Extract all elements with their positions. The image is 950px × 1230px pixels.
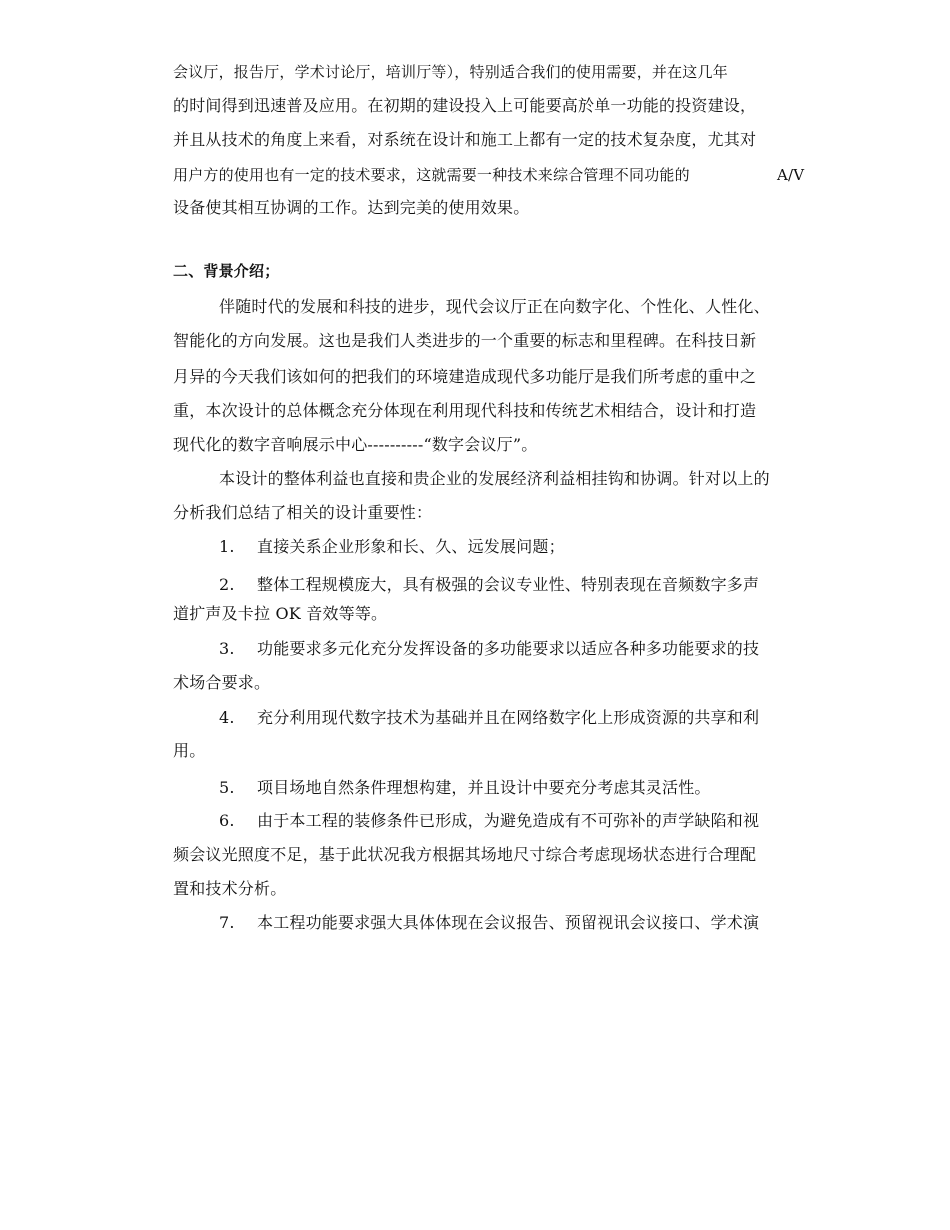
list-item-5 (219, 778, 711, 798)
para1-line-2: 智能化的方向发展。这也是我们人类进步的一个重要的标志和里程碑。在科技日新 (173, 331, 757, 350)
list-item-number: 7. (219, 913, 235, 932)
intro-line-2: 的时间得到迅速普及应用。在初期的建设投入上可能要高於单一功能的投资建设， (173, 96, 757, 115)
intro-line-4: 用户方的使用也有一定的技术要求，这就需要一种技术来综合管理不同功能的 (173, 166, 690, 184)
list-item-3 (219, 639, 759, 659)
list-item-7 (219, 913, 759, 933)
list-item-3-continuation: 术场合要求。 (173, 673, 271, 692)
list-item-text: 本工程功能要求强大具体体现在会议报告、预留视讯会议接口、学术演 (257, 913, 760, 932)
list-item-6-continuation-2: 置和技术分析。 (173, 879, 287, 898)
para2-line-1: 本设计的整体利益也直接和贵企业的发展经济利益相挂钩和协调。针对以上的 (219, 469, 770, 488)
list-item-number: 2. (219, 575, 235, 594)
list-item-text: 由于本工程的装修条件已形成，为避免造成有不可弥补的声学缺陷和视 (257, 811, 760, 830)
list-item-2 (219, 575, 759, 595)
list-item-number: 4. (219, 708, 235, 727)
list-item-6-continuation-1: 频会议光照度不足，基于此状况我方根据其场地尺寸综合考虑现场状态进行合理配 (173, 845, 757, 864)
list-item-4 (219, 708, 759, 728)
list-item-number: 3. (219, 639, 235, 658)
list-item-1 (219, 537, 565, 557)
para1-line-5: 现代化的数字音响展示中心----------“数字会议厅”。 (173, 435, 538, 454)
para1-line-3: 月异的今天我们该如何的把我们的环境建造成现代多功能厅是我们所考虑的重中之 (173, 367, 757, 386)
list-item-number: 5. (219, 778, 235, 797)
list-item-6 (219, 811, 759, 831)
list-item-2-continuation: 道扩声及卡拉 OK 音效等等。 (173, 604, 388, 623)
list-item-number: 1. (219, 537, 235, 556)
list-item-4-continuation: 用。 (173, 741, 206, 760)
list-item-number: 6. (219, 811, 235, 830)
intro-line-5: 设备使其相互协调的工作。达到完美的使用效果。 (173, 198, 530, 217)
para1-line-1: 伴随时代的发展和科技的进步，现代会议厅正在向数字化、个性化、人性化、 (219, 297, 770, 316)
intro-line-3: 并且从技术的角度上来看，对系统在设计和施工上都有一定的技术复杂度，尤其对 (173, 130, 757, 149)
section-heading: 二、背景介绍； (173, 262, 280, 280)
intro-line-1: 会议厅，报告厅，学术讨论厅，培训厅等），特别适合我们的使用需要，并在这几年 (173, 63, 728, 81)
para1-line-4: 重，本次设计的总体概念充分体现在利用现代科技和传统艺术相结合，设计和打造 (173, 401, 757, 420)
list-item-text: 项目场地自然条件理想构建，并且设计中要充分考虑其灵活性。 (257, 778, 711, 797)
para2-line-2: 分析我们总结了相关的设计重要性： (173, 503, 433, 522)
list-item-text: 功能要求多元化充分发挥设备的多功能要求以适应各种多功能要求的技 (257, 639, 760, 658)
list-item-text: 直接关系企业形象和长、久、远发展问题； (257, 537, 565, 556)
list-item-text: 充分利用现代数字技术为基础并且在网络数字化上形成资源的共享和利 (257, 708, 760, 727)
av-label: A/V (777, 166, 805, 184)
list-item-text: 整体工程规模庞大，具有极强的会议专业性、特别表现在音频数字多声 (257, 575, 760, 594)
